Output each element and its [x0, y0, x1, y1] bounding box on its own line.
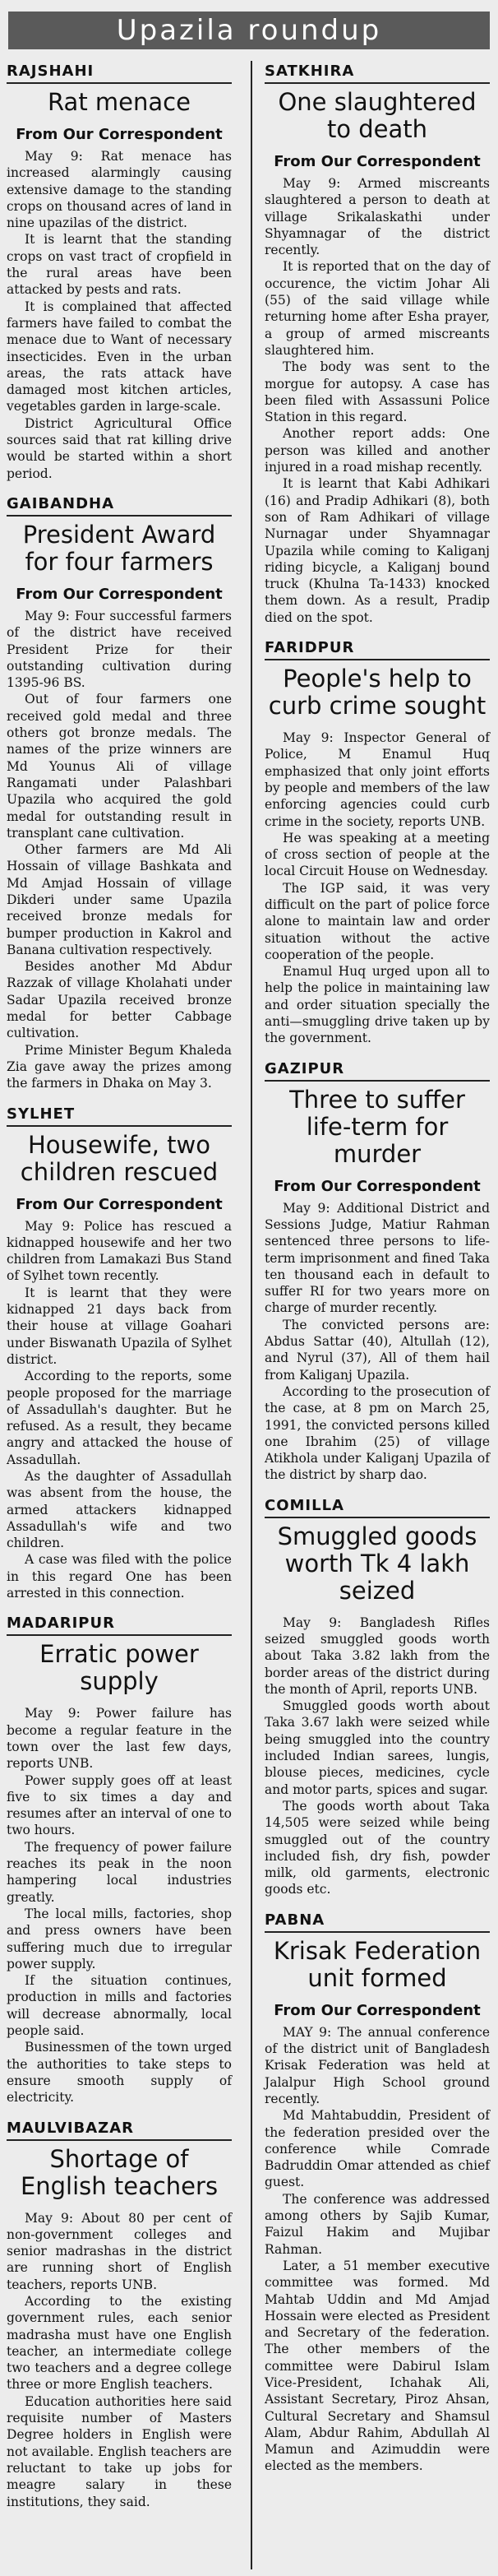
- column-divider: [251, 61, 252, 2569]
- article-paragraph: MAY 9: The annual conference of the district unit of Bangladesh Krisak Federation was held at Jalalpur High School ground recently.: [265, 2024, 490, 2106]
- dateline-location: MADARIPUR: [7, 1613, 232, 1636]
- article-byline: From Our Correspondent: [274, 1177, 481, 1195]
- right-column: [265, 61, 490, 2486]
- article-byline: From Our Correspondent: [274, 2001, 481, 2019]
- article-paragraph: The frequency of power failure reaches its peak in the noon hampering local industries greatly.: [7, 1839, 232, 1905]
- article-paragraph: May 9: Bangladesh Rifles seized smuggled goods worth about Taka 3.82 lakh from the border areas of the district during the month of April, reports UNB.: [265, 1615, 490, 1697]
- article-paragraph: Besides another Md Abdur Razzak of village Kholahati under Sadar Upazila received bronze medal for better Cabbage cultivation.: [7, 959, 232, 1041]
- article-paragraph: May 9: Inspector General of Police, M Enamul Huq emphasized that only joint efforts by people and members of the law enforcing agencies could curb crime in the society, reports UNB.: [265, 730, 490, 829]
- article-byline: From Our Correspondent: [16, 585, 223, 603]
- article-paragraph: The conference was addressed among others by Sajib Kumar, Faizul Hakim and Mujibar Rahman.: [265, 2191, 490, 2257]
- article-paragraph: The convicted persons are: Abdus Sattar (40), Altullah (12), and Nyrul (37), All of them hail from Kaliganj Upazila.: [265, 1317, 490, 1383]
- article-paragraph: As the daughter of Assadullah was absent from the house, the armed attackers kidnapped Assadullah's wife and two children.: [7, 1469, 232, 1551]
- dateline-location: FARIDPUR: [265, 637, 490, 660]
- article-paragraph: It is reported that on the day of occurence, the victim Johar Ali (55) of the said village while returning home after Esha prayer, a group of armed miscreants slaughtered him.: [265, 259, 490, 358]
- article-paragraph: May 9: Police has rescued a kidnapped housewife and her two children from Lamakazi Bus Stand of Sylhet town recently.: [7, 1218, 232, 1284]
- article-paragraph: May 9: Rat menace has increased alarmingly causing extensive damage to the standing crops on thousand acres of land in nine upazilas of the district.: [7, 149, 232, 231]
- article-paragraph: May 9: Additional District and Sessions Judge, Matiur Rahman sentenced three persons to life-term imprisonment and fined Taka ten thousand each in default to suffer RI for two years more on charge of murder recently.: [265, 1200, 490, 1316]
- article-headline: Rat menace: [48, 88, 191, 116]
- article-paragraph: The local mills, factories, shop and press owners have been suffering much due to irregular power supply.: [7, 1906, 232, 1971]
- article-paragraph: Another report adds: One person was killed and another injured in a road mishap recently.: [265, 426, 490, 475]
- left-column: [7, 61, 232, 2522]
- article: [7, 1613, 232, 2106]
- dateline-location: GAIBANDHA: [7, 493, 232, 517]
- article-paragraph: It is learnt that the standing crops on vast tract of cropfield in the rural areas have been attacked by pests and rats.: [7, 232, 232, 298]
- article: [7, 61, 232, 482]
- dateline-location: MAULVIBAZAR: [7, 2118, 232, 2141]
- article-headline: Smuggled goods worth Tk 4 lakh seized: [277, 1522, 477, 1605]
- article-paragraph: May 9: Power failure has become a regular feature in the town over the last few days, reports UNB.: [7, 1706, 232, 1772]
- article-headline: People's help to curb crime sought: [268, 665, 486, 720]
- article-paragraph: Out of four farmers one received gold medal and three others got bronze medals. The names of the prize winners are Md Younus Ali of village Rangamati under Palashbari Upazila who acquired the gold medal for outstanding result in transplant cane cultivation.: [7, 692, 232, 841]
- dateline-location: PABNA: [265, 1910, 490, 1933]
- article-headline: Housewife, two children rescued: [20, 1130, 219, 1186]
- article-paragraph: May 9: Armed miscreants slaughtered a person to death at village Srikalaskathi under Shyamnagar of the district recently.: [265, 176, 490, 258]
- article-paragraph: If the situation continues, production in mills and factories will decrease abnormally, local people said.: [7, 1973, 232, 2039]
- article-paragraph: A case was filed with the police in this regard One has been arrested in this connection.: [7, 1552, 232, 1601]
- article-paragraph: Smuggled goods worth about Taka 3.67 lakh were seized while being smuggled into the country included Indian sarees, lungis, blouse pieces, medicines, cycle and motor parts, spices and sugar.: [265, 1698, 490, 1797]
- section-banner: [8, 12, 490, 49]
- section-title: Upazila roundup: [116, 14, 382, 47]
- article: [265, 637, 490, 1047]
- article-headline: Three to suffer life-term for murder: [289, 1085, 465, 1168]
- article-paragraph: According to the reports, some people proposed for the marriage of Assadullah's daughter. But he refused. As a result, they became angry and attacked the house of Assadullah.: [7, 1369, 232, 1467]
- article: [265, 1059, 490, 1484]
- article-paragraph: The IGP said, it was very difficult on the part of police force alone to maintain law and order situation without the active cooperation of the people.: [265, 880, 490, 962]
- article: [265, 1495, 490, 1898]
- dateline-location: GAZIPUR: [265, 1059, 490, 1082]
- article-paragraph: Businessmen of the town urged the authorities to take steps to ensure smooth supply of electricity.: [7, 2040, 232, 2106]
- article-paragraph: According to the existing government rules, each senior madrasha must have one English teacher, an intermediate college two teachers and a degree college three or more English teachers.: [7, 2293, 232, 2393]
- article-headline: Erratic power supply: [39, 1640, 199, 1696]
- article-paragraph: He was speaking at a meeting of cross section of people at the local Circuit House on Wednesday.: [265, 830, 490, 879]
- article: [265, 61, 490, 626]
- article: [265, 1910, 490, 2475]
- dateline-location: RAJSHAHI: [7, 61, 232, 84]
- article-paragraph: The goods worth about Taka 14,505 were seized while being smuggled out of the country included fish, dry fish, powder milk, old garments, electronic goods etc.: [265, 1798, 490, 1897]
- article-paragraph: May 9: Four successful farmers of the district have received President Prize for their outstanding cultivation during 1395-96 BS.: [7, 608, 232, 691]
- article-paragraph: Later, a 51 member executive committee was formed. Md Mahtab Uddin and Md Amjad Hossain were elected as President and Secretary of the federation. The other members of the committee were Dabirul Islam Vice-President, Ichahak Ali, Assistant Secretary, Piroz Ahsan, Cultural Secretary and Shamsul Alam, Abdur Rahim, Abdullah Al Mamun and Azimuddin were elected as the members.: [265, 2258, 490, 2474]
- article-headline: Krisak Federation unit formed: [273, 1936, 482, 1992]
- dateline-location: SATKHIRA: [265, 61, 490, 84]
- article-paragraph: According to the prosecution of the case, at 8 pm on March 25, 1991, the convicted persons killed one Ibrahim (25) of village Atikhola under Kaliganj Upazila of the district by sharp dao.: [265, 1383, 490, 1483]
- article-paragraph: It is learnt that they were kidnapped 21 days back from their house at village Goahari under Biswanath Upazila of Sylhet district.: [7, 1285, 232, 1367]
- article-byline: From Our Correspondent: [16, 1195, 223, 1213]
- article-paragraph: District Agricultural Office sources said that rat killing drive would be started within a short period.: [7, 415, 232, 481]
- article-headline: One slaughtered to death: [278, 88, 477, 143]
- dateline-location: COMILLA: [265, 1495, 490, 1518]
- article: [7, 493, 232, 1092]
- article-paragraph: Education authorities here said requisite number of Masters Degree holders in English were not available. English teachers are reluctant to take up jobs for meagre salary in these institutions, they said.: [7, 2393, 232, 2509]
- article-paragraph: Md Mahtabuddin, President of the federation presided over the conference while Comrade Badruddin Omar attended as chief guest.: [265, 2108, 490, 2190]
- article-paragraph: It is complained that affected farmers have failed to combat the menace due to Want of necessary insecticides. Even in the urban areas, the rats attack have damaged most kitchen articles, vegetables garden in large-scale.: [7, 299, 232, 415]
- article-byline: From Our Correspondent: [274, 153, 481, 170]
- article-paragraph: May 9: About 80 per cent of non-government colleges and senior madrashas in the district are running short of English teachers, reports UNB.: [7, 2210, 232, 2292]
- article-paragraph: It is learnt that Kabi Adhikari (16) and Pradip Adhikari (8), both son of Ram Adhikari of village Nurnagar under Shyamnagar Upazila while coming to Kaliganj riding bicycle, a Kaliganj bound truck (Khulna Ta-1433) knocked them down. As a result, Pradip died on the spot.: [265, 476, 490, 625]
- article: [7, 1104, 232, 1602]
- article-paragraph: The body was sent to the morgue for autopsy. A case has been filed with Assassuni Police Station in this regard.: [265, 359, 490, 425]
- dateline-location: SYLHET: [7, 1104, 232, 1127]
- article-paragraph: Prime Minister Begum Khaleda Zia gave away the prizes among the farmers in Dhaka on May 3.: [7, 1042, 232, 1091]
- article: [7, 2118, 232, 2510]
- article-paragraph: Power supply goes off at least five to six times a day and resumes after an interval of one to two hours.: [7, 1772, 232, 1838]
- article-paragraph: Enamul Huq urged upon all to help the police in maintaining law and order situation specially the anti—smuggling drive taken up by the government.: [265, 964, 490, 1046]
- article-byline: From Our Correspondent: [16, 126, 223, 143]
- article-paragraph: Other farmers are Md Ali Hossain of village Bashkata and Md Amjad Hossain of village Dikderi under same Upazila received bronze medals for bumper production in Kakrol and Banana cultivation respectively.: [7, 842, 232, 957]
- article-headline: President Award for four farmers: [22, 520, 216, 576]
- article-headline: Shortage of English teachers: [20, 2144, 219, 2200]
